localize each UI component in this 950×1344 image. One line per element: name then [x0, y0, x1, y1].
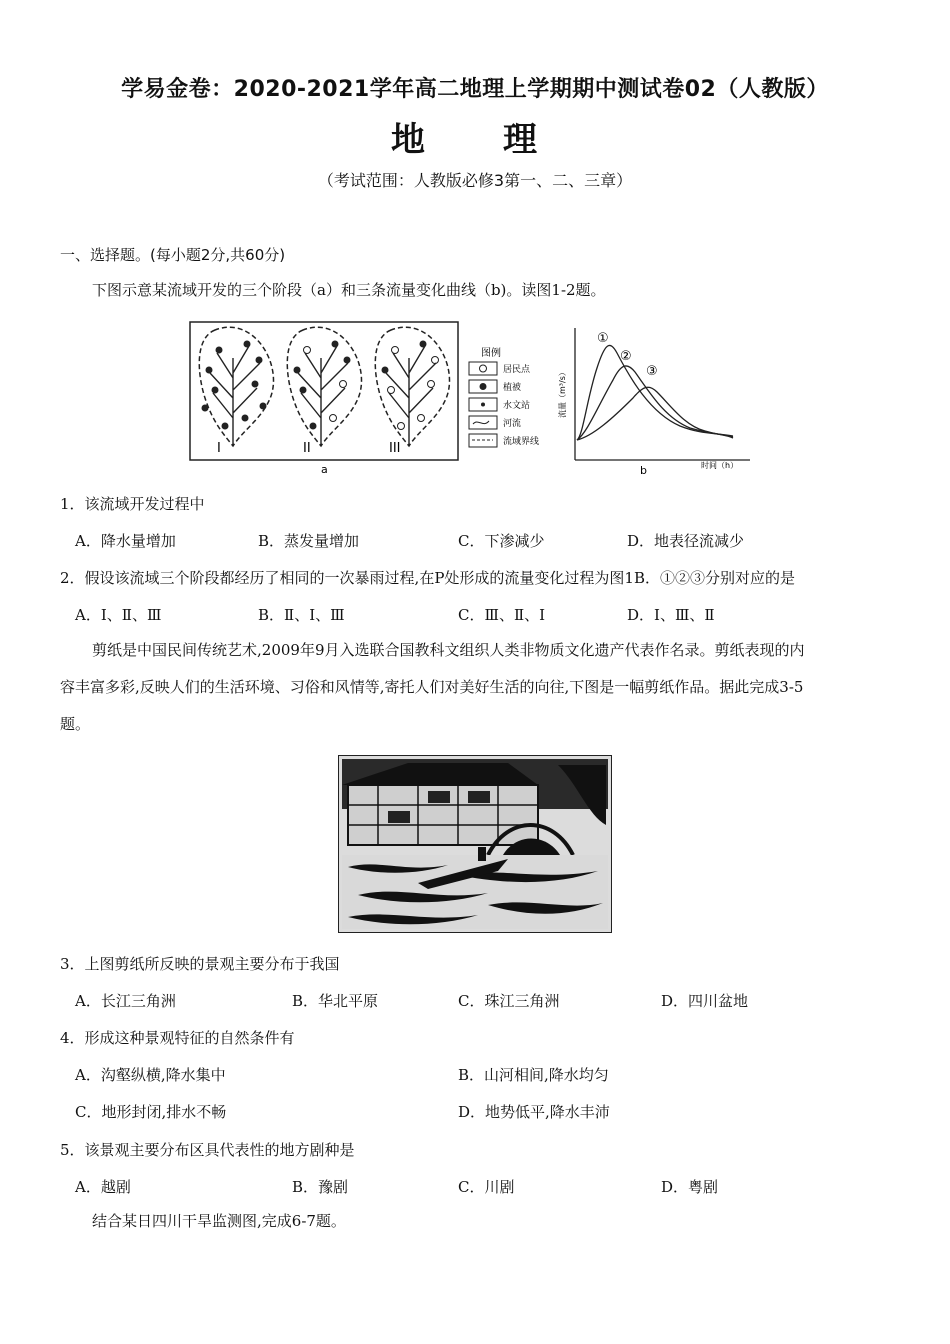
legend-title: 图例	[481, 348, 501, 359]
panel-a-frame	[190, 322, 458, 460]
curve-label-3: ③	[646, 364, 658, 379]
watershed-stage-1	[199, 327, 273, 446]
question-5-option-a: A．越剧	[75, 1178, 131, 1196]
question-1-stem: 1．该流域开发过程中	[60, 495, 205, 513]
curve-1	[577, 345, 733, 440]
question-3-option-c: C．珠江三角洲	[458, 992, 560, 1010]
question-5-option-d: D．粤剧	[661, 1178, 719, 1196]
legend-item: 水文站	[503, 401, 531, 411]
question-3-option-a: A．长江三角洲	[75, 992, 176, 1010]
stage-label-3: III	[389, 441, 401, 456]
legend	[469, 362, 539, 447]
curve-3	[577, 387, 733, 440]
curve-label-1: ①	[597, 331, 609, 346]
legend-item: 河流	[503, 419, 522, 429]
question-1-option-d: D．地表径流减少	[627, 532, 745, 550]
curve-label-2: ②	[620, 349, 632, 364]
question-1-option-b: B．蒸发量增加	[258, 532, 360, 550]
question-2-option-a: A．Ⅰ、Ⅱ、Ⅲ	[75, 606, 162, 624]
question-5-option-c: C．川剧	[458, 1178, 515, 1196]
figure-watershed-stages	[185, 318, 755, 478]
intro-paragraph-2-line-2: 容丰富多彩,反映人们的生活环境、习俗和风情等,寄托人们对美好生活的向往,下图是一幅剪纸作品。据此完成3-5	[60, 678, 804, 696]
exam-scope: （考试范围：人教版必修3第一、二、三章）	[317, 171, 633, 190]
question-4-option-d: D．地势低平,降水丰沛	[458, 1103, 610, 1121]
intro-paragraph-2-line-1: 剪纸是中国民间传统艺术,2009年9月入选联合国教科文组织人类非物质文化遗产代表作名录。剪纸表现的内	[92, 641, 805, 659]
question-2-option-d: D．Ⅰ、Ⅲ、Ⅱ	[627, 606, 715, 624]
section-heading: 一、选择题。(每小题2分,共60分)	[60, 246, 286, 264]
subject-title: 地 理	[391, 120, 559, 160]
exam-title: 学易金卷：2020-2021学年高二地理上学期期中测试卷02（人教版）	[121, 77, 829, 102]
river-icon	[473, 421, 489, 424]
panel-b-label: b	[640, 464, 647, 477]
legend-item: 植被	[503, 383, 522, 393]
question-2-option-c: C．Ⅲ、Ⅱ、Ⅰ	[458, 606, 546, 624]
intro-paragraph-1: 下图示意某流域开发的三个阶段（a）和三条流量变化曲线（b)。读图1-2题。	[92, 281, 606, 299]
legend-item: 居民点	[503, 365, 531, 375]
settlement-icon	[480, 365, 487, 372]
watershed-stage-2	[287, 327, 361, 446]
hydrological-station-icon	[481, 403, 485, 407]
question-1-option-c: C．下渗减少	[458, 532, 545, 550]
watershed-stage-3	[375, 327, 449, 446]
panel-a-label: a	[321, 463, 328, 476]
question-3-option-d: D．四川盆地	[661, 992, 749, 1010]
stage-label-1: I	[217, 441, 221, 456]
x-axis-label: 时间（h）	[701, 461, 739, 470]
legend-item: 流域界线	[503, 437, 540, 447]
question-4-option-b: B．山河相间,降水均匀	[458, 1066, 609, 1084]
question-1-option-a: A．降水量增加	[75, 532, 176, 550]
intro-paragraph-2-line-3: 题。	[60, 715, 91, 733]
stage-label-2: II	[303, 441, 311, 456]
paper-cut-artwork	[338, 755, 612, 933]
question-3-option-b: B．华北平原	[292, 992, 379, 1010]
question-5-option-b: B．豫剧	[292, 1178, 349, 1196]
question-2-stem: 2．假设该流域三个阶段都经历了相同的一次暴雨过程,在P处形成的流量变化过程为图1B．①②③分别对应的是	[60, 569, 795, 587]
question-5-stem: 5．该景观主要分布区具代表性的地方剧种是	[60, 1141, 355, 1159]
hydrograph	[557, 328, 750, 477]
question-4-option-c: C．地形封闭,排水不畅	[75, 1103, 227, 1121]
y-axis-label: 流量（m³/s）	[558, 368, 567, 418]
question-2-option-b: B．Ⅱ、Ⅰ、Ⅲ	[258, 606, 345, 624]
vegetation-icon	[480, 383, 487, 390]
intro-paragraph-3: 结合某日四川干旱监测图,完成6-7题。	[92, 1212, 346, 1230]
question-4-stem: 4．形成这种景观特征的自然条件有	[60, 1029, 295, 1047]
question-4-option-a: A．沟壑纵横,降水集中	[75, 1066, 226, 1084]
question-3-stem: 3．上图剪纸所反映的景观主要分布于我国	[60, 955, 340, 973]
